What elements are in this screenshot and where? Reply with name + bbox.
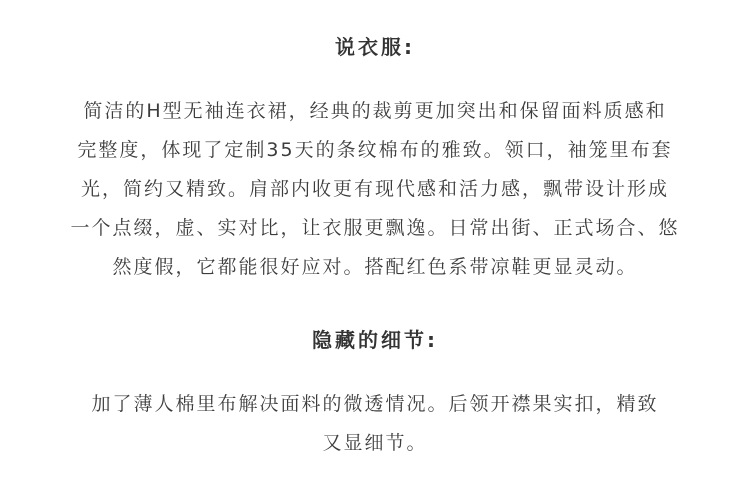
section-title-clothing: 说衣服:	[335, 35, 415, 59]
hidden-details-description	[55, 385, 695, 463]
details-line: 加了薄人棉里布解决面料的微透情况。后领开襟果实扣，精致	[91, 393, 659, 415]
description-line: 完整度，体现了定制35天的条纹棉布的雅致。领口，袖笼里布套	[77, 139, 673, 161]
clothing-description	[55, 92, 695, 287]
section-title-hidden-details: 隐藏的细节:	[312, 328, 438, 352]
description-line: 一个点缀，虚、实对比，让衣服更飘逸。日常出街、正式场合、悠	[70, 217, 680, 239]
description-line: 光，简约又精致。肩部内收更有现代感和活力感，飘带设计形成	[80, 178, 669, 200]
description-line: 然度假，它都能很好应对。搭配红色系带凉鞋更显灵动。	[112, 256, 638, 278]
details-line: 又显细节。	[322, 432, 428, 454]
description-line: 简洁的H型无袖连衣裙，经典的裁剪更加突出和保留面料质感和	[83, 100, 667, 122]
